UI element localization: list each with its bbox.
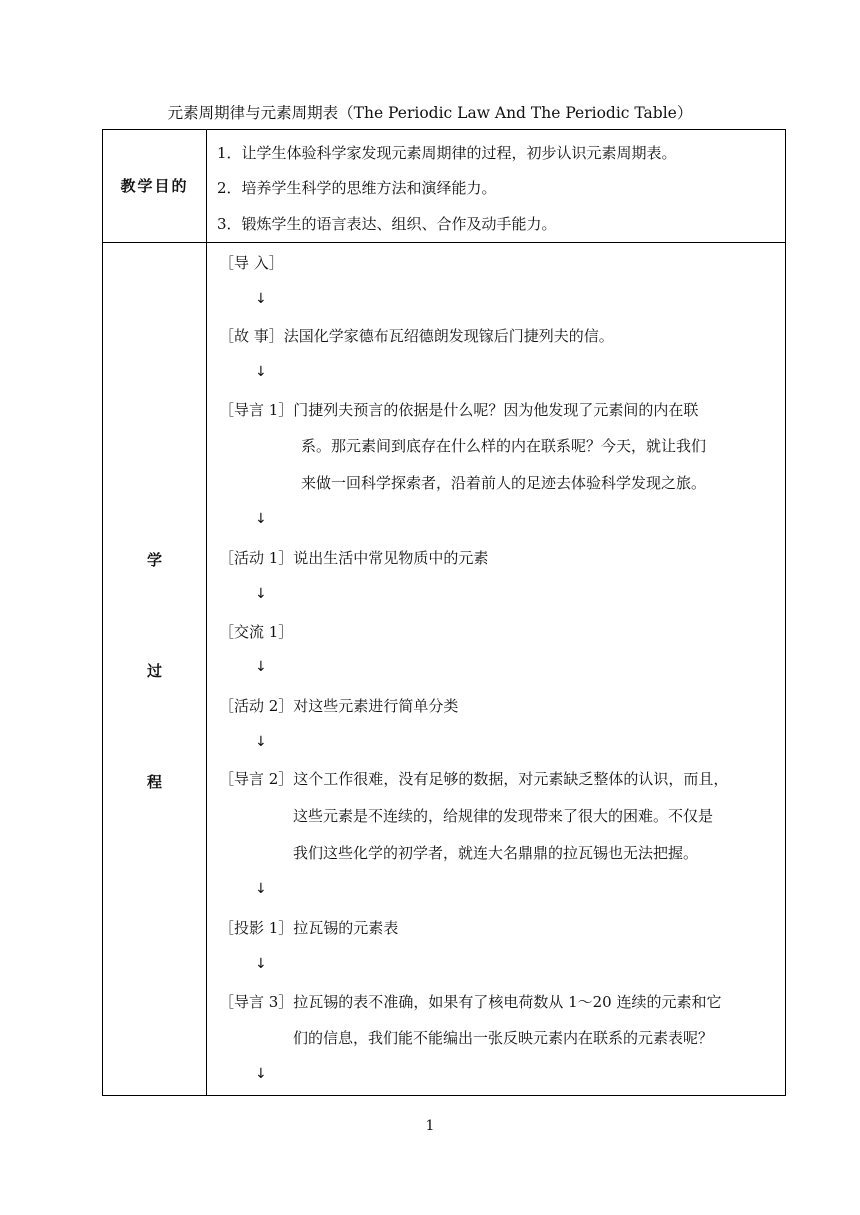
step-guide-1-line-3: 来做一回科学探索者，沿着前人的足迹去体验科学发现之旅。 bbox=[301, 474, 707, 492]
step-guide-2-line-2: 这些元素是不连续的，给规律的发现带来了很大的困难。不仅是 bbox=[293, 807, 714, 825]
purpose-item-1: 1．让学生体验科学家发现元素周期律的过程，初步认识元素周期表。 bbox=[217, 144, 677, 162]
lesson-table bbox=[102, 129, 786, 1096]
step-guide-1-line-1: ［导言 1］门捷列夫预言的依据是什么呢？因为他发现了元素间的内在联 bbox=[219, 401, 699, 419]
flow-arrow-icon: ↓ bbox=[255, 291, 267, 307]
page-title: 元素周期律与元素周期表（The Periodic Law And The Periodic Table） bbox=[167, 104, 693, 122]
flow-arrow-icon: ↓ bbox=[255, 659, 267, 675]
purpose-label: 教学目的 bbox=[120, 177, 189, 195]
flow-arrow-icon: ↓ bbox=[255, 956, 267, 972]
step-intro: ［导 入］ bbox=[219, 254, 284, 272]
step-guide-1-line-2: 系。那元素间到底存在什么样的内在联系呢？今天，就让我们 bbox=[301, 437, 707, 455]
step-story: ［故 事］法国化学家德布瓦绍德朗发现镓后门捷列夫的信。 bbox=[219, 327, 614, 345]
page-number: 1 bbox=[425, 1118, 435, 1134]
purpose-item-2: 2．培养学生科学的思维方法和演绎能力。 bbox=[217, 179, 497, 197]
step-guide-2-line-3: 我们这些化学的初学者，就连大名鼎鼎的拉瓦锡也无法把握。 bbox=[293, 844, 699, 862]
process-label-char-3: 程 bbox=[146, 773, 162, 791]
flow-arrow-icon: ↓ bbox=[255, 511, 267, 527]
process-label-char-1: 学 bbox=[146, 551, 162, 569]
process-label-char-2: 过 bbox=[146, 662, 162, 680]
flow-arrow-icon: ↓ bbox=[255, 364, 267, 380]
step-guide-2-line-1: ［导言 2］这个工作很难，没有足够的数据，对元素缺乏整体的认识，而且， bbox=[219, 770, 729, 788]
step-guide-3-line-1: ［导言 3］拉瓦锡的表不准确，如果有了核电荷数从 1～20 连续的元素和它 bbox=[219, 993, 722, 1011]
flow-arrow-icon: ↓ bbox=[255, 586, 267, 602]
purpose-item-3: 3．锻炼学生的语言表达、组织、合作及动手能力。 bbox=[217, 215, 557, 233]
step-projection-1: ［投影 1］拉瓦锡的元素表 bbox=[219, 919, 399, 937]
flow-arrow-icon: ↓ bbox=[255, 881, 267, 897]
step-guide-3-line-2: 们的信息，我们能不能编出一张反映元素内在联系的元素表呢？ bbox=[293, 1029, 714, 1047]
flow-arrow-icon: ↓ bbox=[255, 734, 267, 750]
step-activity-1: ［活动 1］说出生活中常见物质中的元素 bbox=[219, 549, 489, 567]
step-activity-2: ［活动 2］对这些元素进行简单分类 bbox=[219, 697, 459, 715]
step-exchange-1: ［交流 1］ bbox=[219, 623, 294, 641]
flow-arrow-icon: ↓ bbox=[255, 1066, 267, 1082]
column-divider bbox=[206, 130, 207, 1095]
